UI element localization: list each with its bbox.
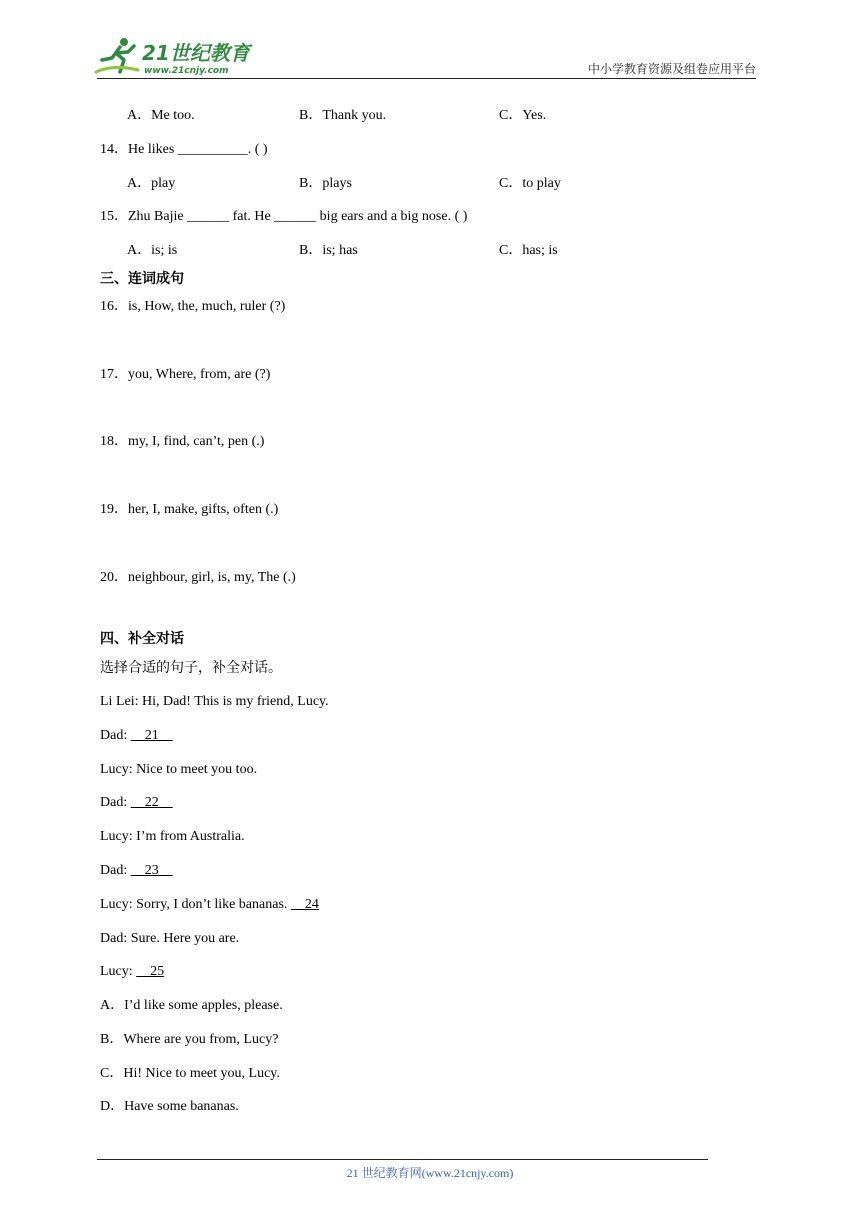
q13-option-a: A．Me too. (127, 108, 195, 123)
blank-24: 24 (290, 897, 319, 912)
q13-option-c: C．Yes. (499, 108, 547, 123)
reorder-item-20: 20．neighbour, girl, is, my, The (.) (100, 570, 296, 585)
dialogue-option-d: D．Have some bananas. (100, 1099, 239, 1114)
section-3-title: 三、连词成句 (100, 271, 184, 287)
footer-divider (97, 1159, 708, 1160)
blank-21: 21 (130, 728, 173, 743)
dialogue-line: Dad: 23 (100, 863, 173, 878)
dialogue-line: Dad: 21 (100, 728, 173, 743)
q14-option-b: B．plays (299, 176, 352, 191)
blank-22: 22 (130, 795, 173, 810)
q15-option-a: A．is; is (127, 243, 178, 258)
blank-25: 25 (136, 964, 165, 979)
header-platform-text: 中小学教育资源及组卷应用平台 (587, 62, 756, 76)
dialogue-line: Lucy: 25 (100, 964, 165, 979)
site-logo (94, 36, 264, 78)
dialogue-option-c: C．Hi! Nice to meet you, Lucy. (100, 1066, 280, 1081)
q15-stem: 15．Zhu Bajie ______ fat. He ______ big ears and a big nose. ( ) (100, 209, 468, 224)
dialogue-line: Lucy: Nice to meet you too. (100, 762, 258, 777)
logo-text: 21世纪教育 (142, 41, 250, 65)
section-4-title: 四、补全对话 (100, 631, 184, 647)
dialogue-line: Li Lei: Hi, Dad! This is my friend, Lucy. (100, 694, 329, 709)
q14-stem: 14．He likes __________. ( ) (100, 142, 268, 157)
reorder-item-19: 19．her, I, make, gifts, often (.) (100, 502, 279, 517)
logo-url: www.21cnjy.com (144, 66, 229, 76)
dialogue-option-b: B．Where are you from, Lucy? (100, 1032, 279, 1047)
reorder-item-18: 18．my, I, find, can’t, pen (.) (100, 434, 265, 449)
reorder-item-17: 17．you, Where, from, are (?) (100, 367, 271, 382)
q15-option-c: C．has; is (499, 243, 558, 258)
dialogue-option-a: A．I’d like some apples, please. (100, 998, 283, 1013)
q14-option-c: C．to play (499, 176, 561, 191)
header-divider (97, 78, 756, 79)
dialogue-line: Lucy: I’m from Australia. (100, 829, 245, 844)
section-4-instruction: 选择合适的句子，补全对话。 (100, 660, 282, 676)
dialogue-line: Dad: 22 (100, 795, 173, 810)
runner-icon (96, 38, 138, 72)
reorder-item-16: 16．is, How, the, much, ruler (?) (100, 299, 286, 314)
q14-option-a: A．play (127, 176, 176, 191)
q13-option-b: B．Thank you. (299, 108, 387, 123)
footer-text: 21 世纪教育网(www.21cnjy.com) (346, 1166, 514, 1180)
dialogue-line: Lucy: Sorry, I don’t like bananas. 24 (100, 897, 319, 912)
dialogue-line: Dad: Sure. Here you are. (100, 931, 240, 946)
blank-23: 23 (130, 863, 173, 878)
q15-option-b: B．is; has (299, 243, 358, 258)
